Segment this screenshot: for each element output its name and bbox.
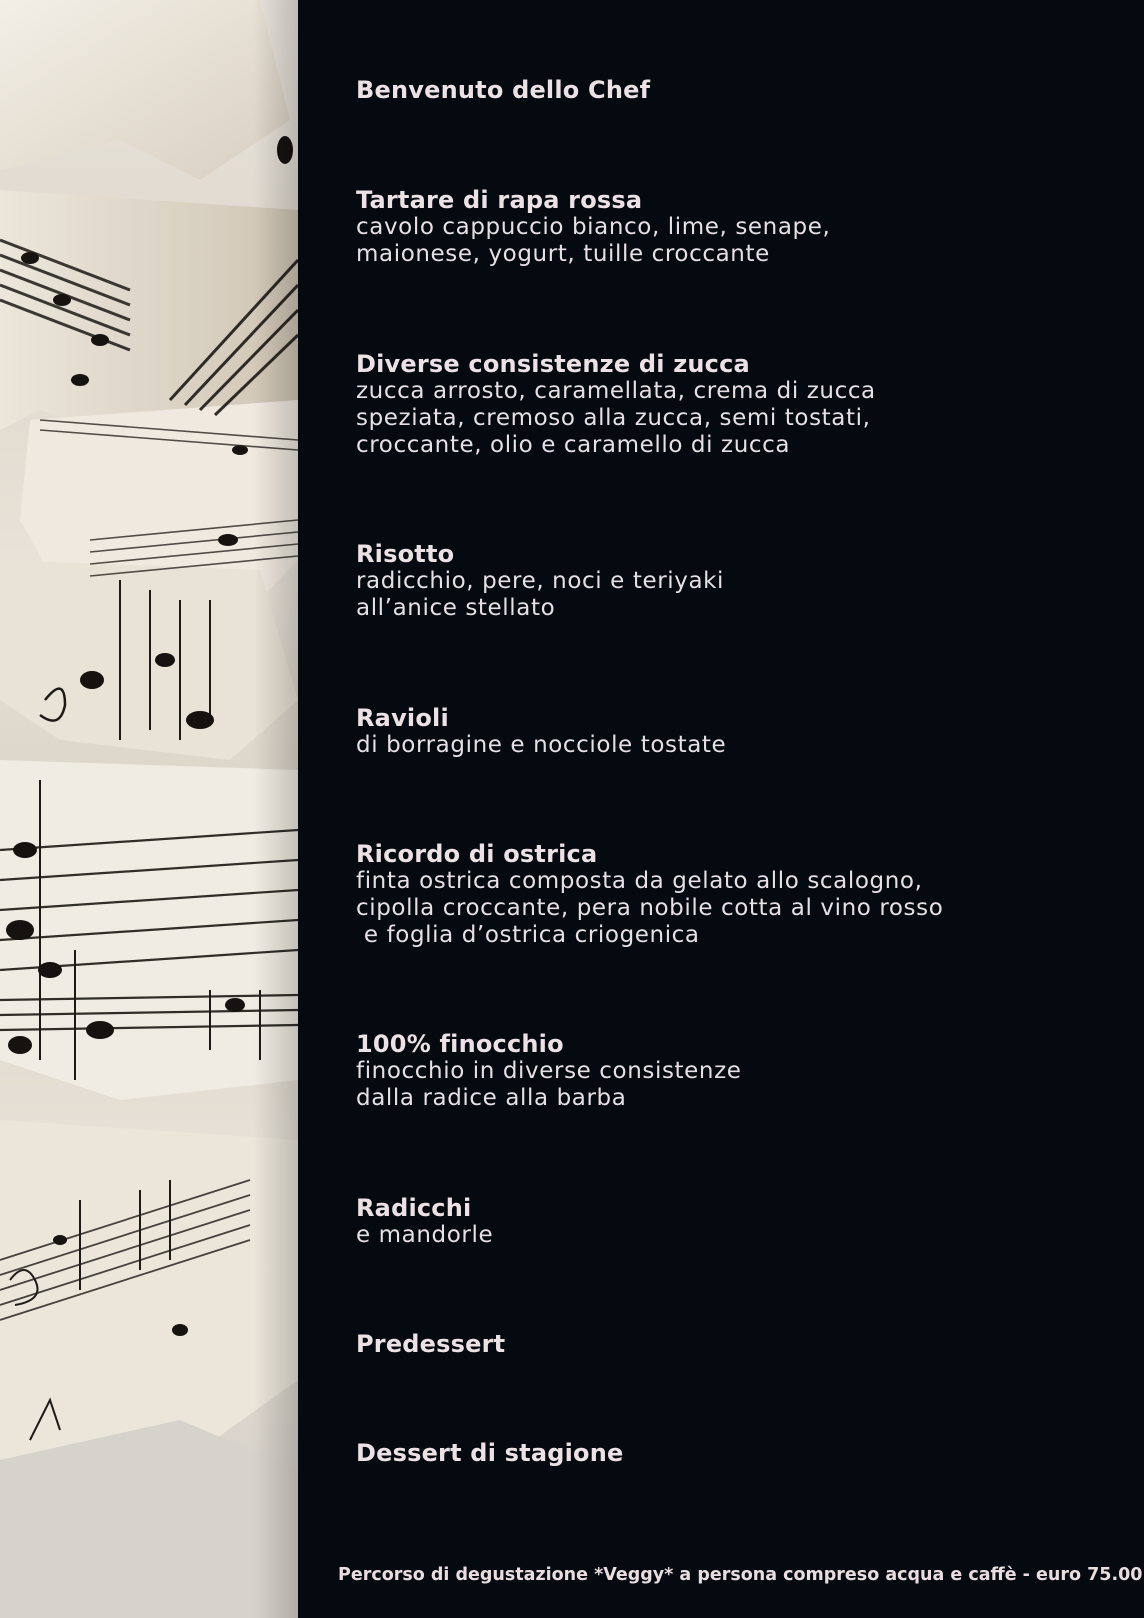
course-description: cavolo cappuccio bianco, lime, senape, maionese, yogurt, tuille croccante [356, 214, 831, 267]
course-zucca [356, 350, 1096, 459]
course-title: Radicchi [356, 1194, 472, 1222]
course-description: finocchio in diverse consistenze dalla radice alla barba [356, 1058, 742, 1111]
course-description: zucca arrosto, caramellata, crema di zucca speziata, cremoso alla zucca, semi tostati, croccante, olio e caramello di zucca [356, 378, 876, 458]
course-predessert [356, 1330, 1096, 1358]
course-description: finta ostrica composta da gelato allo scalogno, cipolla croccante, pera nobile cotta al vino rosso e foglia d’ostrica criogenica [356, 868, 944, 948]
course-description: di borragine e nocciole tostate [356, 732, 727, 758]
sheet-music-image [0, 0, 298, 1618]
course-title: Predessert [356, 1330, 506, 1358]
price-note: Percorso di degustazione *Veggy* a persona compreso acqua e caffè - euro 75.00 [338, 1565, 1143, 1585]
course-title: Ricordo di ostrica [356, 840, 598, 868]
course-tartare [356, 186, 1096, 268]
sheet-music-illustration [0, 0, 298, 1618]
course-title: Risotto [356, 540, 455, 568]
tasting-menu [298, 0, 1144, 1618]
course-risotto [356, 540, 1096, 622]
course-benvenuto [356, 76, 1096, 104]
course-finocchio [356, 1030, 1096, 1112]
course-title: Dessert di stagione [356, 1439, 624, 1467]
course-radicchi [356, 1194, 1096, 1249]
course-title: 100% finocchio [356, 1030, 564, 1058]
course-dessert [356, 1439, 1096, 1467]
course-description: e mandorle [356, 1222, 494, 1248]
course-description: radicchio, pere, noci e teriyaki all’anice stellato [356, 568, 725, 621]
course-title: Benvenuto dello Chef [356, 76, 651, 104]
course-title: Ravioli [356, 704, 449, 732]
course-ostrica [356, 840, 1096, 949]
course-title: Tartare di rapa rossa [356, 186, 643, 214]
course-ravioli [356, 704, 1096, 759]
course-title: Diverse consistenze di zucca [356, 350, 750, 378]
